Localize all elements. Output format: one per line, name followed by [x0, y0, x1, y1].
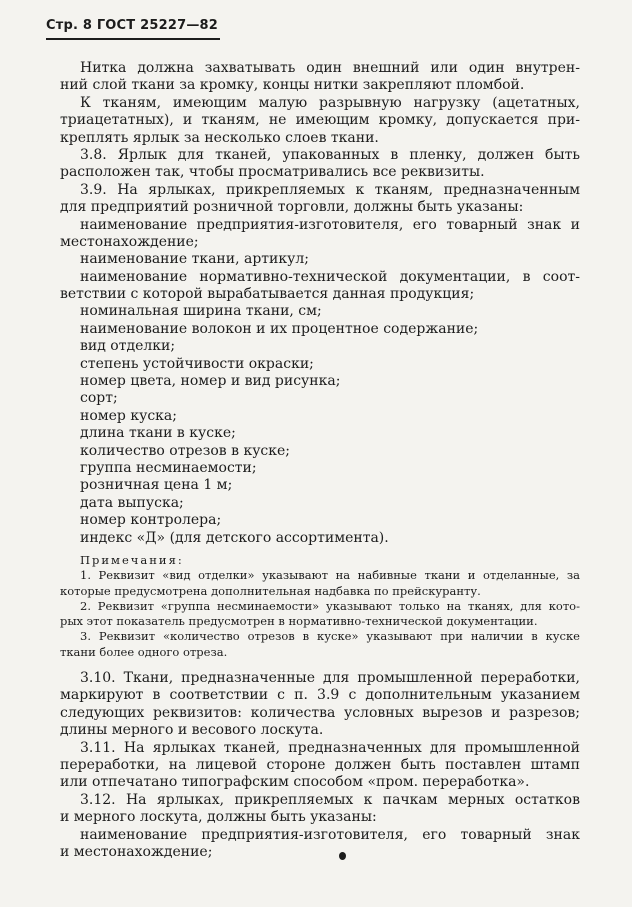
clause-3-11-line: переработки, на лицевой стороне должен быть поставлен штамп — [60, 756, 580, 773]
requisite-item-cont: и местонахождение; — [60, 843, 213, 860]
clause-3-9-line: для предприятий розничной торговли, должны быть указаны: — [60, 199, 524, 216]
ink-dot — [339, 852, 346, 860]
requisite-item-cont: местонахождение; — [60, 233, 199, 250]
note-line: рых этот показатель предусмотрен в нормативно-технической документации. — [60, 614, 538, 629]
page-header-text: Стр. 8 ГОСТ 25227—82 — [46, 18, 219, 33]
requisite-item: номер цвета, номер и вид рисунка; — [80, 373, 341, 390]
clause-3-10-line: длины мерного и весового лоскута. — [60, 722, 324, 739]
header-rule — [46, 38, 220, 40]
notes-title: Примечания: — [80, 552, 184, 567]
requisite-item: наименование предприятия-изготовителя, его товарный знак — [80, 826, 580, 843]
clause-3-10-line: следующих реквизитов: количества условных вырезов и разрезов; — [60, 704, 580, 721]
requisite-item: наименование ткани, артикул; — [80, 251, 309, 268]
clause-3-9-line: 3.9. На ярлыках, прикрепляемых к тканям, предназначенным — [80, 181, 580, 198]
paragraph-line: креплять ярлык за несколько слоев ткани. — [60, 129, 379, 146]
clause-3-12-line: и мерного лоскута, должны быть указаны: — [60, 809, 377, 826]
requisite-item: степень устойчивости окраски; — [80, 355, 314, 372]
requisite-item-cont: ветствии с которой вырабатывается данная продукция; — [60, 286, 475, 303]
clause-3-11-line: 3.11. На ярлыках тканей, предназначенных для промышленной — [80, 739, 580, 756]
notes-block — [60, 553, 580, 660]
note-line: 1. Реквизит «вид отделки» указывают на набивные ткани и отделанные, за — [80, 568, 580, 583]
requisite-item: номинальная ширина ткани, см; — [80, 303, 322, 320]
requisite-item: количество отрезов в куске; — [80, 442, 291, 459]
clause-3-8-line: 3.8. Ярлык для тканей, упакованных в пленку, должен быть — [80, 146, 580, 163]
paragraph-line: К тканям, имеющим малую разрывную нагрузку (ацетатных, — [80, 94, 580, 111]
note-line: ткани более одного отреза. — [60, 644, 228, 659]
note-line: 3. Реквизит «количество отрезов в куске» указывают при наличии в куске — [80, 629, 580, 644]
clause-3-11-line: или отпечатано типографским способом «пром. переработка». — [60, 774, 530, 791]
requisite-item: наименование предприятия-изготовителя, его товарный знак и — [80, 216, 580, 233]
page-header — [46, 18, 218, 33]
requisite-item: группа несминаемости; — [80, 459, 257, 476]
requisite-item: наименование нормативно-технической документации, в соот- — [80, 268, 580, 285]
requisite-item: розничная цена 1 м; — [80, 477, 233, 494]
requisite-item: индекс «Д» (для детского ассортимента). — [80, 529, 389, 546]
requisite-item: длина ткани в куске; — [80, 425, 236, 442]
requisite-item: вид отделки; — [80, 338, 176, 355]
paragraph-line: Нитка должна захватывать один внешний или один внутрен- — [80, 60, 580, 76]
clause-3-10-line: маркируют в соответствии с п. 3.9 с дополнительным указанием — [60, 687, 580, 704]
clause-3-12-line: 3.12. На ярлыках, прикрепляемых к пачкам мерных остатков — [80, 791, 580, 808]
requisite-item: наименование волокон и их процентное содержание; — [80, 320, 479, 337]
paragraph-line: ний слой ткани за кромку, концы нитки закрепляют пломбой. — [60, 77, 525, 94]
document-body — [60, 60, 580, 861]
clause-3-8-line: расположен так, чтобы просматривались все реквизиты. — [60, 164, 485, 181]
note-line: 2. Реквизит «группа несминаемости» указывают только на тканях, для кото- — [80, 598, 580, 613]
paragraph-line: триацетатных), и тканям, не имеющим кромку, допускается при- — [60, 112, 580, 129]
requisite-item: номер куска; — [80, 407, 177, 424]
requisite-item: сорт; — [80, 390, 118, 407]
clause-3-10-line: 3.10. Ткани, предназначенные для промышленной переработки, — [80, 670, 580, 687]
note-line: которые предусмотрена дополнительная надбавка по прейскуранту. — [60, 583, 481, 598]
requisite-item: дата выпуска; — [80, 494, 184, 511]
requisite-item: номер контролера; — [80, 512, 222, 529]
